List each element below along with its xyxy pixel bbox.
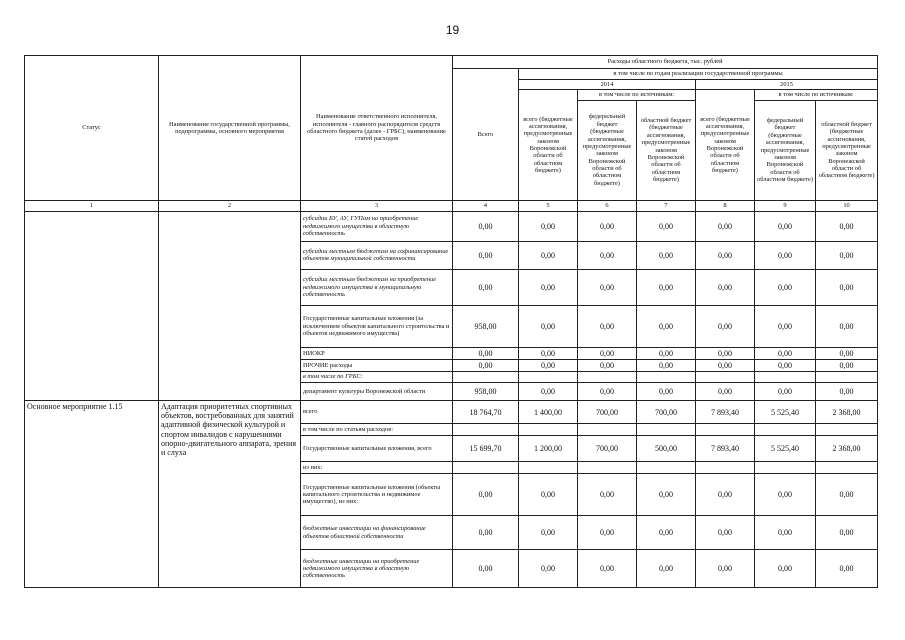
value-cell: 0,00	[755, 516, 816, 550]
value-cell	[637, 462, 696, 474]
header-year-2014: 2014	[519, 80, 696, 90]
value-cell: 0,00	[755, 269, 816, 305]
value-cell: 0,00	[453, 550, 519, 588]
value-cell: 0,00	[578, 241, 637, 269]
row-label: Государственные капитальные вложения (за исключением объектов капитального строительства и объектов недвижимого имущества)	[301, 305, 453, 347]
value-cell: 700,00	[637, 401, 696, 424]
table-row	[25, 401, 878, 424]
value-cell: 0,00	[696, 241, 755, 269]
header-by-sources-2014: в том числе по источникам:	[578, 90, 696, 100]
status-cell-empty	[25, 211, 159, 400]
value-cell: 0,00	[755, 347, 816, 359]
value-cell	[696, 372, 755, 383]
activity-status: Основное мероприятие 1.15	[25, 401, 159, 588]
header-total-budget-2015: всего (бюджетные ассигнования, предусмотренные законом Воронежской области об областном бюджете)	[696, 90, 755, 200]
value-cell: 0,00	[578, 305, 637, 347]
value-cell: 0,00	[453, 516, 519, 550]
value-cell	[696, 462, 755, 474]
value-cell: 0,00	[519, 516, 578, 550]
header-regional-2015: областной бюджет (бюджетные ассигнования, предусмотренные законом Воронежской области об областном бюджете)	[816, 100, 878, 200]
value-cell	[637, 372, 696, 383]
header-by-sources-2015: в том числе по источникам:	[755, 90, 878, 100]
value-cell: 0,00	[578, 359, 637, 371]
value-cell: 5 525,40	[755, 401, 816, 424]
value-cell: 0,00	[696, 211, 755, 241]
value-cell: 7 893,40	[696, 401, 755, 424]
value-cell	[453, 424, 519, 436]
value-cell: 0,00	[696, 474, 755, 516]
row-label: в том числе по ГРБС:	[301, 372, 453, 383]
value-cell: 0,00	[816, 269, 878, 305]
value-cell: 0,00	[816, 359, 878, 371]
value-cell: 0,00	[578, 474, 637, 516]
value-cell: 0,00	[578, 211, 637, 241]
column-number: 8	[696, 200, 755, 211]
value-cell	[755, 462, 816, 474]
value-cell	[453, 462, 519, 474]
value-cell: 500,00	[637, 436, 696, 462]
value-cell: 0,00	[578, 516, 637, 550]
value-cell: 0,00	[453, 269, 519, 305]
value-cell: 0,00	[519, 305, 578, 347]
header-year-2015: 2015	[696, 80, 878, 90]
value-cell: 0,00	[637, 269, 696, 305]
value-cell: 0,00	[816, 211, 878, 241]
value-cell: 0,00	[816, 241, 878, 269]
row-label: Государственные капитальные вложения, всего	[301, 436, 453, 462]
row-label: из них:	[301, 462, 453, 474]
column-number: 2	[159, 200, 301, 211]
value-cell	[453, 372, 519, 383]
column-number: 3	[301, 200, 453, 211]
value-cell: 0,00	[755, 474, 816, 516]
value-cell	[816, 424, 878, 436]
value-cell: 0,00	[816, 305, 878, 347]
value-cell: 700,00	[578, 401, 637, 424]
header-status: Статус	[25, 56, 159, 201]
value-cell: 0,00	[453, 347, 519, 359]
value-cell: 0,00	[696, 269, 755, 305]
value-cell: 0,00	[578, 550, 637, 588]
value-cell	[816, 372, 878, 383]
row-label: бюджетные инвестиции на финансирование объектов областной собственности	[301, 516, 453, 550]
value-cell: 958,00	[453, 383, 519, 401]
value-cell: 0,00	[816, 383, 878, 401]
row-label: всего	[301, 401, 453, 424]
value-cell: 0,00	[637, 211, 696, 241]
header-total-budget-2014: всего (бюджетные ассигнования, предусмотренные законом Воронежской области об областном бюджете)	[519, 90, 578, 200]
value-cell: 958,00	[453, 305, 519, 347]
column-number: 9	[755, 200, 816, 211]
value-cell: 0,00	[816, 550, 878, 588]
value-cell: 0,00	[578, 347, 637, 359]
value-cell	[696, 424, 755, 436]
value-cell: 0,00	[453, 359, 519, 371]
value-cell	[755, 424, 816, 436]
column-number: 5	[519, 200, 578, 211]
header-by-years: в том числе по годам реализации государственной программы	[519, 69, 878, 80]
value-cell: 0,00	[578, 383, 637, 401]
row-label: Государственные капитальные вложения (объекты капитального строительства и недвижимое имущество), из них:	[301, 474, 453, 516]
value-cell	[755, 372, 816, 383]
value-cell: 0,00	[519, 241, 578, 269]
value-cell: 1 400,00	[519, 401, 578, 424]
value-cell: 0,00	[637, 516, 696, 550]
value-cell: 0,00	[519, 550, 578, 588]
value-cell: 0,00	[637, 474, 696, 516]
value-cell	[519, 424, 578, 436]
value-cell: 2 368,00	[816, 436, 878, 462]
value-cell: 0,00	[453, 474, 519, 516]
value-cell: 0,00	[696, 305, 755, 347]
value-cell	[816, 462, 878, 474]
header-federal-2014: федеральный бюджет (бюджетные ассигнования, предусмотренные законом Воронежской области об областном бюджете)	[578, 100, 637, 200]
value-cell: 0,00	[696, 347, 755, 359]
value-cell: 0,00	[637, 383, 696, 401]
program-name-cell-empty	[159, 211, 301, 400]
value-cell: 0,00	[755, 383, 816, 401]
value-cell: 7 893,40	[696, 436, 755, 462]
row-label: субсидии местным бюджетам на приобретение недвижимого имущества в муниципальную собственность	[301, 269, 453, 305]
value-cell: 0,00	[519, 474, 578, 516]
row-label: ПРОЧИЕ расходы	[301, 359, 453, 371]
row-label: департамент культуры Воронежской области	[301, 383, 453, 401]
value-cell: 0,00	[637, 359, 696, 371]
value-cell: 0,00	[637, 241, 696, 269]
value-cell: 0,00	[519, 211, 578, 241]
header-regional-2014: областной бюджет (бюджетные ассигнования, предусмотренные законом Воронежской области об областном бюджете)	[637, 100, 696, 200]
value-cell: 0,00	[696, 550, 755, 588]
header-expenses-title: Расходы областного бюджета, тыс. рублей	[453, 56, 878, 69]
value-cell: 0,00	[816, 516, 878, 550]
row-label: субсидии БУ, АУ, ГУПам на приобретение недвижимого имущества в областную собственность	[301, 211, 453, 241]
value-cell: 700,00	[578, 436, 637, 462]
value-cell: 0,00	[816, 347, 878, 359]
value-cell: 1 200,00	[519, 436, 578, 462]
header-executor: Наименование ответственного исполнителя, исполнителя - главного распорядителя средств областного бюджета (далее - ГРБС), наименование статей расходов	[301, 56, 453, 201]
page-number: 19	[445, 23, 460, 37]
value-cell: 2 368,00	[816, 401, 878, 424]
value-cell: 0,00	[696, 359, 755, 371]
column-number: 4	[453, 200, 519, 211]
value-cell: 0,00	[637, 550, 696, 588]
value-cell	[578, 424, 637, 436]
value-cell	[578, 372, 637, 383]
value-cell: 0,00	[637, 347, 696, 359]
column-number: 6	[578, 200, 637, 211]
row-label: НИОКР	[301, 347, 453, 359]
value-cell: 0,00	[453, 241, 519, 269]
value-cell	[519, 462, 578, 474]
value-cell: 0,00	[519, 359, 578, 371]
budget-table	[24, 55, 878, 588]
header-total: Всего	[453, 69, 519, 201]
activity-name: Адаптация приоритетных спортивных объектов, востребованных для занятий адаптивной физической культурой и спортом инвалидов с нарушениями опорно-двигательного аппарата, зрения и слуха	[159, 401, 301, 588]
value-cell	[578, 462, 637, 474]
value-cell	[637, 424, 696, 436]
column-number: 7	[637, 200, 696, 211]
row-label: бюджетные инвестиции на приобретение недвижимого имущества в областную собственность	[301, 550, 453, 588]
value-cell: 0,00	[755, 550, 816, 588]
column-number: 10	[816, 200, 878, 211]
value-cell: 15 699,70	[453, 436, 519, 462]
value-cell: 0,00	[755, 305, 816, 347]
value-cell: 0,00	[519, 269, 578, 305]
value-cell: 0,00	[696, 383, 755, 401]
value-cell: 0,00	[519, 347, 578, 359]
value-cell: 0,00	[755, 211, 816, 241]
row-label: в том числе по статьям расходов:	[301, 424, 453, 436]
value-cell: 5 525,40	[755, 436, 816, 462]
column-number: 1	[25, 200, 159, 211]
value-cell	[519, 372, 578, 383]
value-cell: 0,00	[453, 211, 519, 241]
value-cell: 0,00	[755, 241, 816, 269]
value-cell: 0,00	[816, 474, 878, 516]
table-row	[25, 211, 878, 241]
value-cell: 0,00	[755, 359, 816, 371]
header-federal-2015: федеральный бюджет (бюджетные ассигнования, предусмотренные законом Воронежской области об областном бюджете)	[755, 100, 816, 200]
value-cell: 0,00	[519, 383, 578, 401]
value-cell: 0,00	[578, 269, 637, 305]
header-program-name: Наименование государственной программы, подпрограммы, основного мероприятия	[159, 56, 301, 201]
value-cell: 0,00	[637, 305, 696, 347]
row-label: субсидии местным бюджетам на софинансирование объектов муниципальной собственности	[301, 241, 453, 269]
value-cell: 18 764,70	[453, 401, 519, 424]
value-cell: 0,00	[696, 516, 755, 550]
